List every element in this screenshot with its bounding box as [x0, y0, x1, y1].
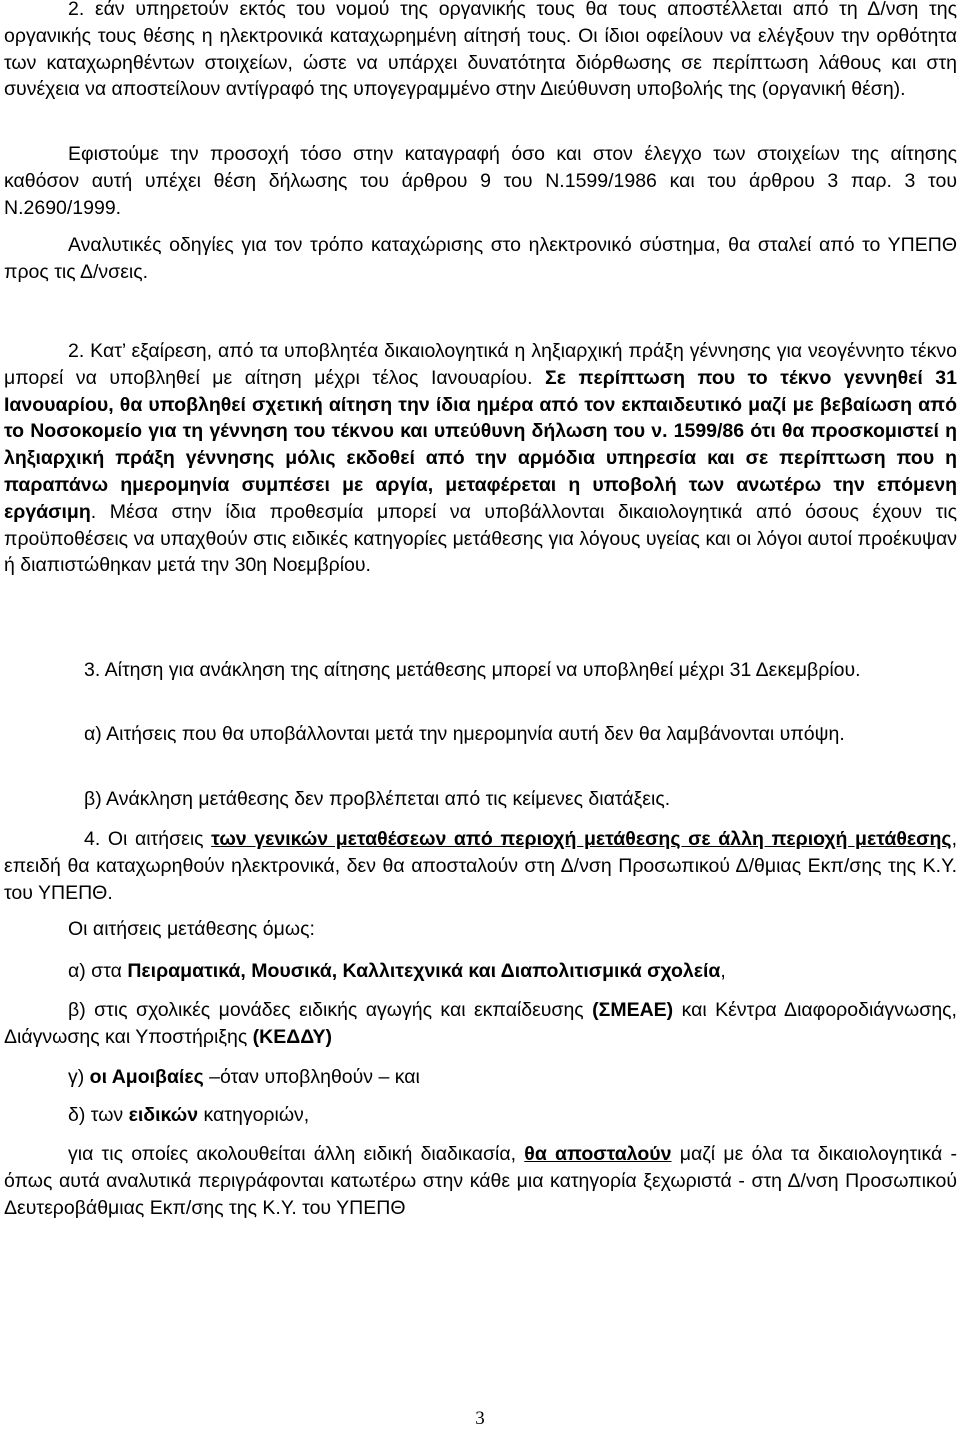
paragraph-item-b-special-education	[4, 997, 957, 1051]
paragraph-text: α) Αιτήσεις που θα υποβάλλονται μετά την ημερομηνία αυτή δεν θα λαμβάνονται υπόψη.	[84, 723, 845, 745]
paragraph-item-c-mutual	[4, 1064, 957, 1091]
paragraph-text: . Μέσα στην ίδια προθεσμία μπορεί να υποβάλλονται δικαιολογητικά από όσους έχουν τις προϋποθέσεις να υπαχθούν στις ειδικές κατηγορίες μετάθεσης για λόγους υγείας και οι λόγοι αυτοί προέκυψαν ή διαπιστώθηκαν μετά την 30η Νοεμβρίου.	[4, 500, 957, 577]
paragraph-text: α) στα	[68, 960, 128, 982]
paragraph-text: Αναλυτικές οδηγίες για τον τρόπο καταχώρισης στο ηλεκτρονικό σύστημα, θα σταλεί από το ΥΠΕΠΘ προς τις Δ/νσεις.	[4, 234, 957, 283]
paragraph-bold-underlined-text: θα αποσταλούν	[524, 1143, 672, 1165]
paragraph-general-transfers	[4, 826, 957, 906]
paragraph-text: 2. Κατ’ εξαίρεση, από τα υποβλητέα δικαιολογητικά η ληξιαρχική πράξη γέννησης για νεογέννητο τέκνο μπορεί να υποβληθεί με αίτηση μέχρι τέλος Ιανουαρίου.	[4, 340, 957, 389]
paragraph-revocation-item-b	[4, 786, 957, 813]
paragraph-bold-text: (ΣΜΕΑΕ)	[592, 999, 674, 1021]
paragraph-text: β) στις σχολικές μονάδες ειδικής αγωγής και εκπαίδευσης	[68, 999, 593, 1021]
paragraph-text: και Κέντρα Διαφοροδιάγνωσης, Διάγνωσης και Υποστήριξης	[4, 999, 957, 1048]
paragraph-revocation-deadline	[4, 657, 957, 684]
paragraph-instructions-notice	[4, 232, 957, 286]
paragraph-text: β) Ανάκληση μετάθεσης δεν προβλέπεται από τις κείμενες διατάξεις.	[84, 788, 671, 810]
paragraph-bold-text: Σε περίπτωση που το τέκνο γεννηθεί 31 Ιανουαρίου, θα υποβληθεί σχετική αίτηση την ίδια ημέρα από τον εκπαιδευτικό μαζί με βεβαίωση από το Νοσοκομείο για τη γέννηση του τέκνου και υπεύθυνη δήλωση του ν. 1599/86 ότι θα προσκομιστεί η ληξιαρχική πράξη γέννησης μόλις εκδοθεί από την αρμόδια υπηρεσία και σε περίπτωση που η παραπάνω ημερομηνία συμπέσει με αργία, μεταφέρεται η υποβολή των ανωτέρω την επόμενη εργάσιμη	[4, 366, 957, 523]
paragraph-text: 2. εάν υπηρετούν εκτός του νομού της οργανικής τους θα τους αποστέλλεται από τη Δ/νση της οργανικής τους θέσης η ηλεκτρονικά καταχωρημένη αίτησή τους. Οι ίδιοι οφείλουν να ελέγξουν την ορθότητα των καταχωρηθέντων στοιχείων, ώστε να υπάρχει δυνατότητα διόρθωσης σε περίπτωση λάθους και στη συνέχεια να αποστείλουν αντίγραφό της υπογεγραμμένο στην Διεύθυνση υποβολής της (οργανική θέση).	[4, 0, 957, 101]
paragraph-text: κατηγοριών,	[198, 1104, 310, 1126]
paragraph-bold-text: οι Αμοιβαίες	[89, 1066, 204, 1088]
paragraph-text: Εφιστούμε την προσοχή τόσο στην καταγραφή όσο και στον έλεγχο των στοιχείων της αίτησης καθόσον αυτή υπέχει θέση δήλωσης του άρθρου 9 του Ν.1599/1986 και του άρθρου 3 παρ. 3 του Ν.2690/1999.	[4, 143, 957, 219]
paragraph-text: δ) των	[68, 1104, 129, 1126]
paragraph-bold-text: Πειραματικά, Μουσικά, Καλλιτεχνικά και Διαπολιτισμικά σχολεία	[127, 960, 721, 982]
paragraph-text: ,	[720, 960, 726, 982]
paragraph-text: –όταν υποβληθούν – και	[203, 1066, 420, 1088]
paragraph-attention-notice	[4, 141, 957, 221]
paragraph-text: 3. Αίτηση για ανάκληση της αίτησης μετάθεσης μπορεί να υποβληθεί μέχρι 31 Δεκεμβρίου.	[84, 659, 861, 681]
paragraph-exception-birth-certificate	[4, 338, 957, 579]
paragraph-bold-underlined-text: των γενικών μεταθέσεων από περιοχή μετάθεσης σε άλλη περιοχή μετάθεσης	[211, 828, 952, 850]
paragraph-item-d-special-categories	[4, 1102, 957, 1129]
paragraph-special-procedure	[4, 1141, 957, 1221]
paragraph-bold-text: ειδικών	[128, 1104, 199, 1126]
paragraph-transfer-applications-however	[4, 916, 957, 943]
paragraph-text: , επειδή θα καταχωρηθούν ηλεκτρονικά, δεν θα αποσταλούν στη Δ/νση Προσωπικού Δ/θμιας Εκπ/σης της Κ.Υ. του ΥΠΕΠΘ.	[4, 828, 957, 904]
page-number: 3	[475, 1408, 485, 1429]
paragraph-text: μαζί με όλα τα δικαιολογητικά - όπως αυτά αναλυτικά περιγράφονται κατωτέρω στην κάθε μια κατηγορία ξεχωριστά - στη Δ/νση Προσωπικού Δευτεροβάθμιας Εκπ/σης της Κ.Υ. του ΥΠΕΠΘ	[4, 1143, 957, 1219]
paragraph-text: γ)	[68, 1066, 90, 1088]
paragraph-text: για τις οποίες ακολουθείται άλλη ειδική διαδικασία,	[68, 1143, 525, 1165]
paragraph-revocation-item-a	[4, 721, 957, 748]
paragraph-text: Οι αιτήσεις μετάθεσης όμως:	[68, 918, 315, 940]
paragraph-item-a-schools	[4, 958, 957, 985]
paragraph-bold-text: (ΚΕΔΔΥ)	[252, 1025, 333, 1048]
paragraph-text: 4. Οι αιτήσεις	[84, 828, 212, 850]
paragraph-item-2-submission	[4, 0, 957, 103]
